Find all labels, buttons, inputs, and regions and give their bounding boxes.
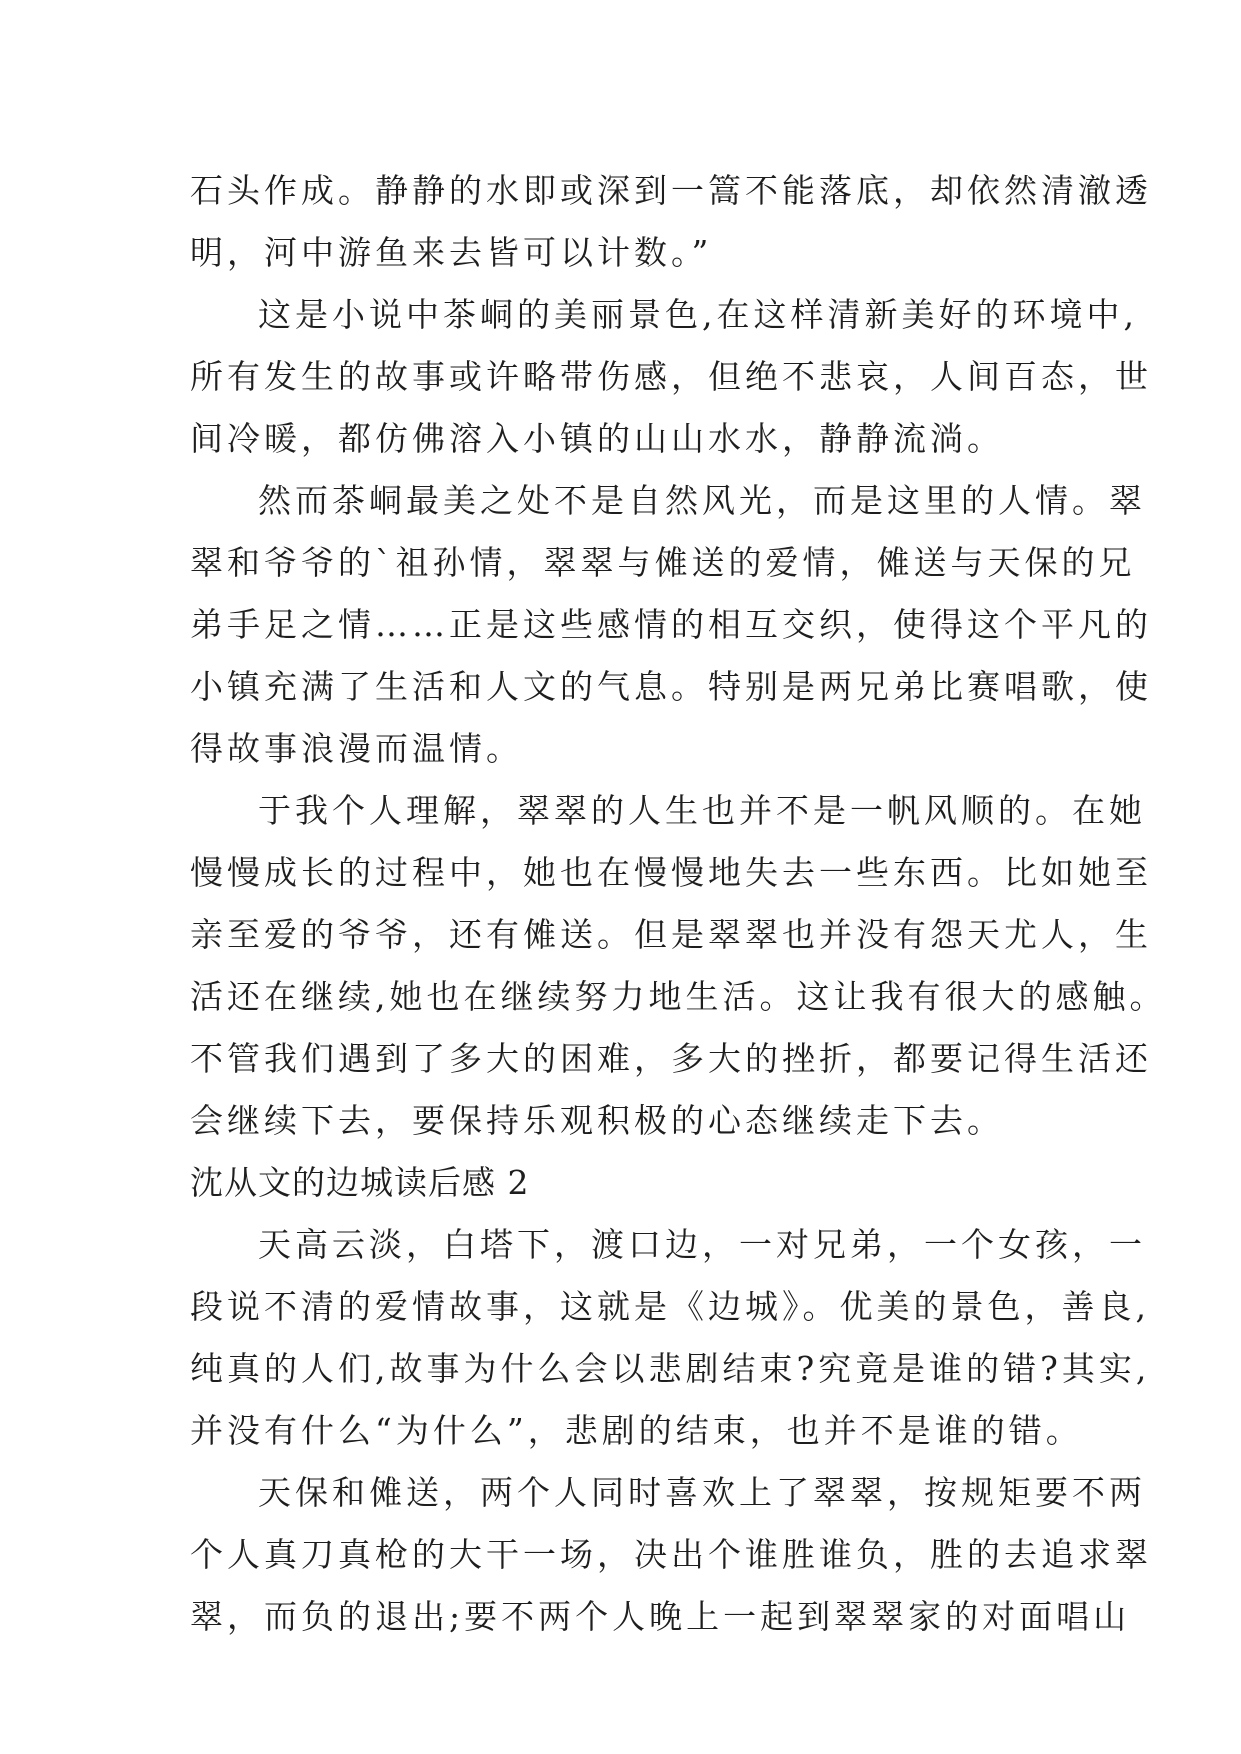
text-line: 于我个人理解，翠翠的人生也并不是一帆风顺的。在她: [258, 791, 1146, 830]
text-line: 这是小说中茶峒的美丽景色,在这样清新美好的环境中,: [258, 295, 1138, 334]
text-line: 然而茶峒最美之处不是自然风光，而是这里的人情。翠: [258, 481, 1146, 520]
text-line: 翠，而负的退出;要不两个人晚上一起到翠翠家的对面唱山: [190, 1597, 1131, 1636]
text-line: 纯真的人们,故事为什么会以悲剧结束?究竟是谁的错?其实,: [190, 1349, 1151, 1388]
text-line: 段说不清的爱情故事，这就是《边城》。优美的景色，善良,: [190, 1287, 1150, 1326]
text-line: 所有发生的故事或许略带伤感，但绝不悲哀，人间百态，世: [190, 357, 1152, 396]
text-line: 活还在继续,她也在继续努力地生活。这让我有很大的感触。: [190, 977, 1167, 1016]
text-line: 天保和傩送，两个人同时喜欢上了翠翠，按规矩要不两: [258, 1473, 1146, 1512]
text-line: 不管我们遇到了多大的困难，多大的挫折，都要记得生活还: [190, 1039, 1152, 1078]
text-line: 亲至爱的爷爷，还有傩送。但是翠翠也并没有怨天尤人，生: [190, 915, 1152, 954]
text-line: 翠和爷爷的`祖孙情，翠翠与傩送的爱情，傩送与天保的兄: [190, 543, 1136, 582]
text-line: 明，河中游鱼来去皆可以计数。”: [190, 233, 713, 272]
section-heading: 沈从文的边城读后感 2: [190, 1163, 530, 1202]
text-line: 慢慢成长的过程中，她也在慢慢地失去一些东西。比如她至: [190, 853, 1152, 892]
document-body: [190, 160, 1167, 1648]
text-line: 并没有什么“为什么”，悲剧的结束，也并不是谁的错。: [190, 1411, 1083, 1450]
text-line: 石头作成。静静的水即或深到一篙不能落底，却依然清澈透: [190, 171, 1152, 210]
text-line: 得故事浪漫而温情。: [190, 729, 523, 768]
text-line: 天高云淡，白塔下，渡口边，一对兄弟，一个女孩，一: [258, 1225, 1146, 1264]
text-line: 会继续下去，要保持乐观积极的心态继续走下去。: [190, 1101, 1004, 1140]
text-line: 小镇充满了生活和人文的气息。特别是两兄弟比赛唱歌，使: [190, 667, 1152, 706]
text-line: 弟手足之情……正是这些感情的相互交织，使得这个平凡的: [190, 605, 1152, 644]
text-line: 个人真刀真枪的大干一场，决出个谁胜谁负，胜的去追求翠: [190, 1535, 1152, 1574]
text-line: 间冷暖，都仿佛溶入小镇的山山水水，静静流淌。: [190, 419, 1004, 458]
